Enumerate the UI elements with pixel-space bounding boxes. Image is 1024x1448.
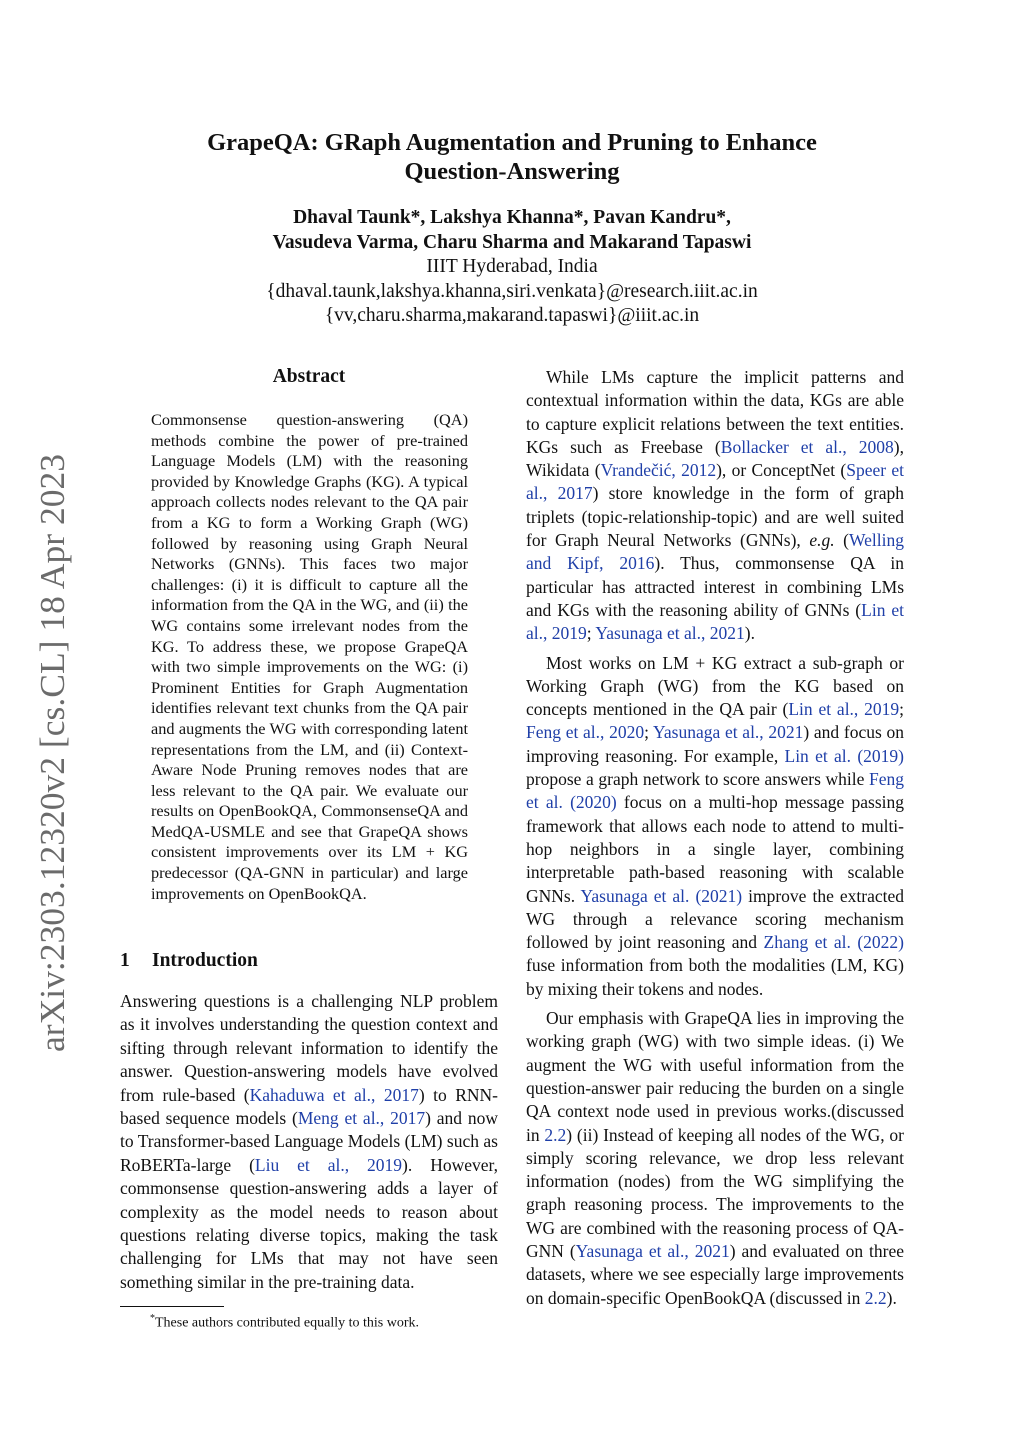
text-run: ). However, commonsense question-answering adds a layer of complexity as the model needs to reason about questions relating diverse topics, making the task challenging for LMs that may not have seen something similar in the pre-training data. xyxy=(120,1154,499,1292)
abstract-heading: Abstract xyxy=(272,366,346,387)
citation-link[interactable]: Vrandečić, 2012 xyxy=(600,460,717,481)
intro-paragraph-3 xyxy=(526,652,904,1001)
author-line-1: Dhaval Taunk*, Lakshya Khanna*, Pavan Kandru*, xyxy=(293,207,731,228)
right-column xyxy=(526,366,904,1316)
section-title: Introduction xyxy=(152,950,258,971)
citation-link[interactable]: Yasunaga et al., 2021 xyxy=(653,722,804,743)
text-run: ; xyxy=(644,722,654,743)
footnote-mark: * xyxy=(150,1313,155,1324)
author-line-2: Vasudeva Varma, Charu Sharma and Makarand Tapaswi xyxy=(272,231,752,253)
citation-link[interactable]: Lin et al. (2019) xyxy=(784,745,904,766)
text-run: ). Thus, commonsense QA in particular has attracted interest in combining LMs and KGs with the reasoning ability of GNNs ( xyxy=(526,553,904,620)
text-run: ) and now to Transformer-based Language Models (LM) such as RoBERTa-large ( xyxy=(120,1108,499,1175)
intro-paragraph-2 xyxy=(526,366,904,646)
footnote-rule xyxy=(120,1306,224,1307)
citation-link[interactable]: Speer et al., 2017 xyxy=(526,460,904,504)
section-heading xyxy=(120,950,498,972)
section-ref-link[interactable]: 2.2 xyxy=(544,1124,567,1145)
citation-link[interactable]: Liu et al., 2019 xyxy=(254,1154,403,1175)
author-block xyxy=(160,206,864,329)
paper-title xyxy=(160,128,864,186)
text-run: ( xyxy=(834,530,850,551)
text-run: propose a graph network to score answers while xyxy=(526,769,869,790)
section-number: 1 xyxy=(120,950,130,971)
citation-link[interactable]: Kahaduwa et al., 2017 xyxy=(249,1084,419,1105)
text-run: fuse information from both the modalities (LM, KG) by mixing their tokens and nodes. xyxy=(526,955,904,999)
citation-link[interactable]: Lin et al., 2019 xyxy=(526,599,904,644)
citation-link[interactable]: Zhang et al. (2022) xyxy=(763,932,904,953)
intro-paragraph-4 xyxy=(526,1007,904,1310)
citation-link[interactable]: Yasunaga et al., 2021 xyxy=(575,1240,730,1261)
citation-link[interactable]: Welling and Kipf, 2016 xyxy=(526,530,904,574)
text-run: improve the extracted WG through a relevance scoring mechanism followed by joint reasoning and xyxy=(526,885,905,953)
citation-link[interactable]: Yasunaga et al. (2021) xyxy=(580,885,743,906)
citation-link[interactable]: Feng et al., 2020 xyxy=(526,722,645,743)
text-run: ) and focus on improving reasoning. For example, xyxy=(526,722,904,766)
footnote xyxy=(120,1310,498,1333)
section-ref-link[interactable]: 2.2 xyxy=(864,1287,887,1308)
text-run: While LMs capture the implicit patterns and contextual information within the data, KGs are able to capture explicit relations between the text entities. KGs such as Freebase ( xyxy=(526,367,904,457)
abstract-text: Commonsense question-answering (QA) methods combine the power of pre-trained Language Models (LM) with the reasoning provided by Knowledge Graphs (KG). A typical approach collects nodes relevant to the QA pair from a KG to form a Working Graph (WG) followed by reasoning using Graph Neural Networks (GNNs). This faces two major challenges: (i) it is difficult to capture all the information from the QA in the WG, and (ii) the WG contains some irrelevant nodes from the KG. To address these, we propose GrapeQA with two simple improvements on the WG: (i) Prominent Entities for Graph Augmentation identifies relevant text chunks from the QA pair and augments the WG with corresponding latent representations from the LM, and (ii) Context-Aware Node Pruning removes nodes that are less relevant to the QA pair. We evaluate our results on OpenBookQA, CommonsenseQA and MedQA-USMLE and see that GrapeQA shows consistent improvements over its LM + KG predecessor (QA-GNN in particular) and large improvements on OpenBookQA. xyxy=(151,410,468,903)
text-run: Answering questions is a challenging NLP problem as it involves understanding the question context and sifting through relevant information to identify the answer. Question-answering models have evolved from rule-based ( xyxy=(120,991,498,1105)
affiliation: IIIT Hyderabad, India xyxy=(426,256,598,277)
email-line-2: {vv,charu.sharma,makarand.tapaswi}@iiit.ac.in xyxy=(324,305,700,326)
text-run: ) and evaluated on three datasets, where we see especially large improvements on domain-specific OpenBookQA (discussed in xyxy=(526,1240,904,1308)
text-run: e.g. xyxy=(809,530,835,551)
text-run: ) to RNN-based sequence models ( xyxy=(120,1084,498,1129)
title-line-1: GrapeQA: GRaph Augmentation and Pruning to Enhance xyxy=(207,129,817,156)
text-run: ; xyxy=(899,699,905,720)
text-run: Our emphasis with GrapeQA lies in improving the working graph (WG) with two simple ideas. (i) We augment the WG with useful information from the question-answer pair reducing the burden on a single QA context node used in previous works.(discussed in xyxy=(526,1008,904,1145)
text-run: focus on a multi-hop message passing framework that allows each node to attend to multi-hop neighbors in a single layer, combining interpretable path-based reasoning with scalable GNNs. xyxy=(526,792,904,906)
intro-paragraph-left xyxy=(120,990,498,1294)
text-run: ; xyxy=(586,623,596,644)
citation-link[interactable]: Meng et al., 2017 xyxy=(297,1108,426,1129)
citation-link[interactable]: Yasunaga et al., 2021 xyxy=(595,623,745,644)
title-line-2: Question-Answering xyxy=(404,158,620,185)
citation-link[interactable]: Lin et al., 2019 xyxy=(788,699,900,720)
text-run: ). xyxy=(744,623,755,644)
text-run: ). xyxy=(886,1287,897,1308)
text-run: ), or ConceptNet ( xyxy=(716,460,847,481)
text-run: ) store knowledge in the form of graph triplets (topic-relationship-topic) and are well suited for Graph Neural Networks (GNNs), xyxy=(526,483,904,551)
citation-link[interactable]: Bollacker et al., 2008 xyxy=(720,436,894,457)
text-run: Most works on LM + KG extract a sub-graph or Working Graph (WG) from the KG based on concepts mentioned in the QA pair ( xyxy=(526,652,904,720)
text-run: ) (ii) Instead of keeping all nodes of the WG, or simply scoring relevance, we drop less relevant information (nodes) from the WG simplifying the graph reasoning process. The improvements to the WG are combined with the reasoning process of QA-GNN ( xyxy=(526,1124,904,1261)
citation-link[interactable]: Feng et al. (2020) xyxy=(526,769,904,813)
footnote-text: These authors contributed equally to this work. xyxy=(155,1315,419,1331)
text-run: ), Wikidata ( xyxy=(526,436,904,481)
arxiv-side-stamp xyxy=(8,448,80,1058)
email-line-1: {dhaval.taunk,lakshya.khanna,siri.venkata}@research.iiit.ac.in xyxy=(266,280,758,302)
arxiv-stamp-text: arXiv:2303.12320v2 [cs.CL] 18 Apr 2023 xyxy=(33,462,72,1052)
